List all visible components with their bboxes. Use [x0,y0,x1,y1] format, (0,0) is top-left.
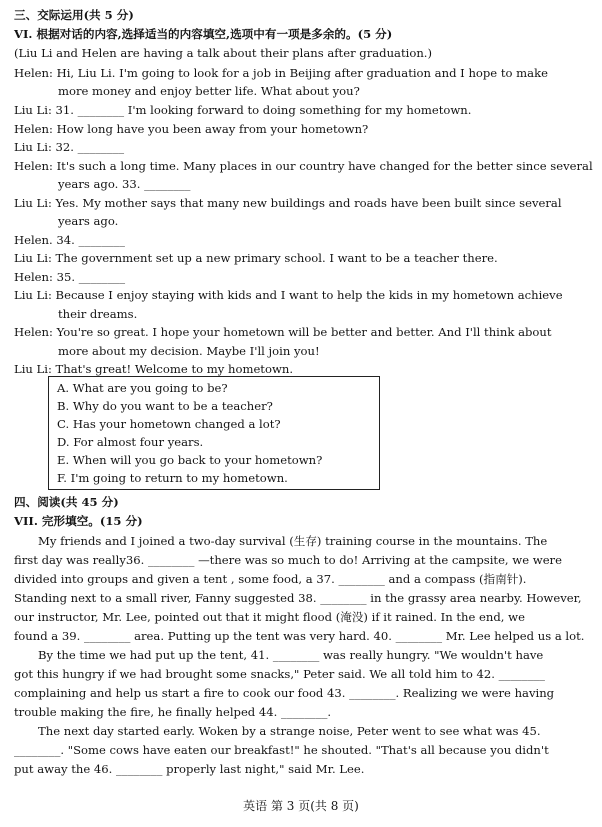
dialogue-intro: (Liu Li and Helen are having a talk about their plans after graduation.) [14,46,432,60]
passage-line: trouble making the fire, he finally helped 44. ________. [14,705,332,719]
option-d: D. For almost four years. [57,435,204,449]
passage-line: our instructor, Mr. Lee, pointed out that it might flood (淹没) if it rained. In the end, we [14,610,525,624]
dialogue-line: their dreams. [58,307,138,321]
dialogue-line: Helen: Hi, Liu Li. I'm going to look for a job in Beijing after graduation and I hope to make [14,66,548,80]
option-a: A. What are you going to be? [57,381,228,395]
passage-line: My friends and I joined a two-day survival (生存) training course in the mountains. The [38,534,548,548]
passage-line: The next day started early. Woken by a strange noise, Peter went to see what was 45. [38,724,541,738]
section3-heading: 三、交际运用(共 5 分) [14,8,134,22]
passage-line: first day was really36. ________ —there was so much to do! Arriving at the campsite, we were [14,553,562,567]
dialogue-line: Liu Li: Because I enjoy staying with kids and I want to help the kids in my hometown achieve [14,288,563,302]
dialogue-line: Helen. 34. ________ [14,233,125,247]
section3-task: VI. 根据对话的内容,选择适当的内容填空,选项中有一项是多余的。(5 分) [14,27,393,41]
option-c: C. Has your hometown changed a lot? [57,417,281,431]
dialogue-line: Helen: You're so great. I hope your hometown will be better and better. And I'll think about [14,325,552,339]
dialogue-line: Liu Li: The government set up a new primary school. I want to be a teacher there. [14,251,498,265]
dialogue-line: Liu Li: Yes. My mother says that many new buildings and roads have been built since several [14,196,562,210]
passage-line: put away the 46. ________ properly last night," said Mr. Lee. [14,762,365,776]
option-b: B. Why do you want to be a teacher? [57,399,273,413]
dialogue-line: more money and enjoy better life. What about you? [58,84,360,98]
dialogue-line: years ago. 33. ________ [58,177,191,191]
dialogue-line: Helen: How long have you been away from your hometown? [14,122,369,136]
section4-task: VII. 完形填空。(15 分) [14,514,143,528]
passage-line: By the time we had put up the tent, 41. ________ was really hungry. "We wouldn't have [38,648,544,662]
dialogue-line: Liu Li: That's great! Welcome to my hometown. [14,362,294,376]
dialogue-line: years ago. [58,214,119,228]
dialogue-line: more about my decision. Maybe I'll join you! [58,344,320,358]
passage-line: complaining and help us start a fire to cook our food 43. ________. Realizing we were having [14,686,555,700]
options-box [48,376,380,490]
page-footer: 英语 第 3 页(共 8 页) [243,799,359,813]
dialogue-line: Liu Li: 31. ________ I'm looking forward to doing something for my hometown. [14,103,472,117]
passage-line: found a 39. ________ area. Putting up the tent was very hard. 40. ________ Mr. Lee helped us a lot. [14,629,585,643]
passage-line: got this hungry if we had brought some snacks," Peter said. We all told him to 42. ________ [14,667,545,681]
dialogue-line: Helen: It's such a long time. Many places in our country have changed for the better since several [14,159,593,173]
dialogue-line: Helen: 35. ________ [14,270,126,284]
passage-line: divided into groups and given a tent , some food, a 37. ________ and a compass (指南针). [14,572,527,586]
passage-line: ________. "Some cows have eaten our breakfast!" he shouted. "That's all because you didn't [14,743,549,757]
section4-heading: 四、阅读(共 45 分) [14,495,119,509]
option-e: E. When will you go back to your hometown? [57,453,323,467]
passage-line: Standing next to a small river, Fanny suggested 38. ________ in the grassy area nearby. However, [14,591,582,605]
option-f: F. I'm going to return to my hometown. [57,471,288,485]
dialogue-line: Liu Li: 32. ________ [14,140,125,154]
